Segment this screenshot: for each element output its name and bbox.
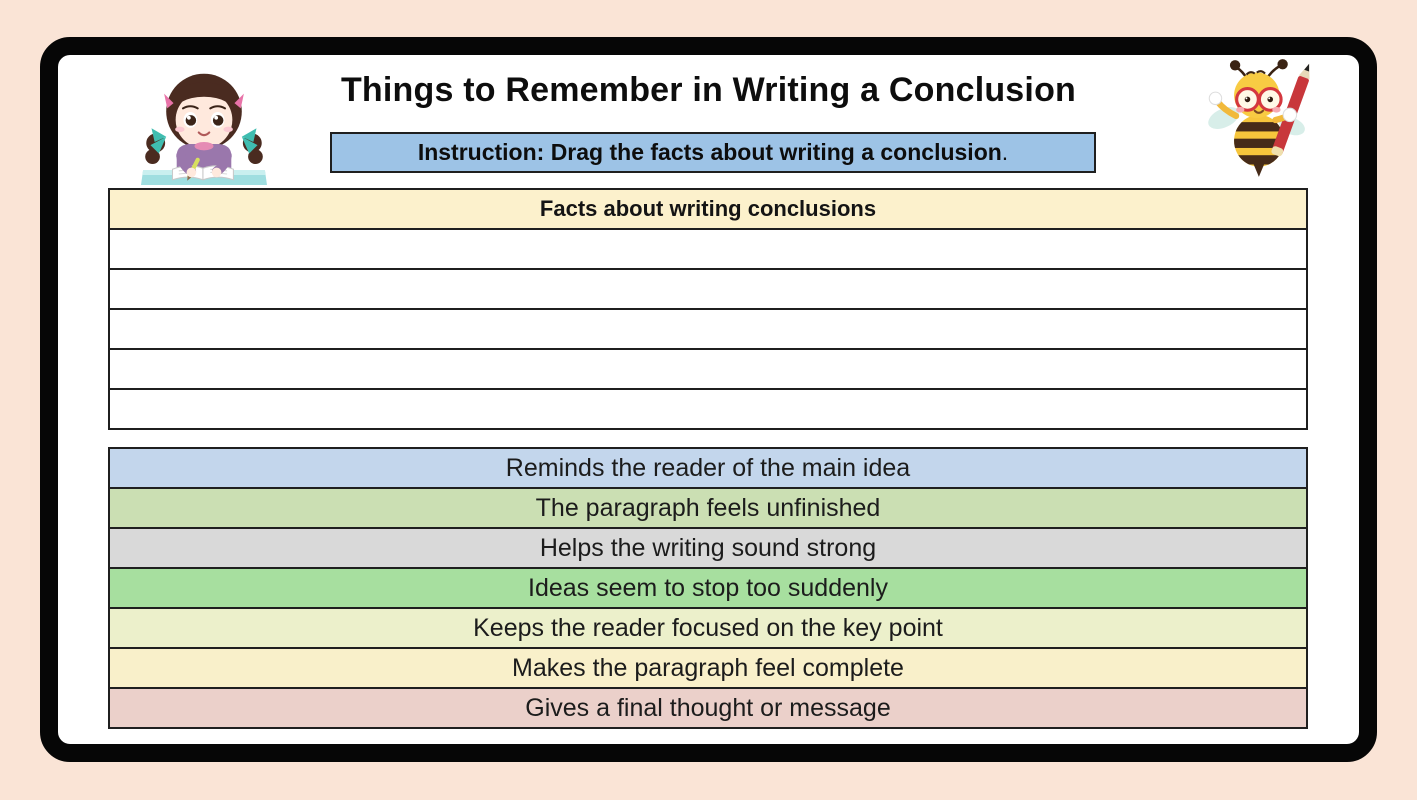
- draggable-fact[interactable]: The paragraph feels unfinished: [108, 487, 1308, 529]
- draggable-fact[interactable]: Ideas seem to stop too suddenly: [108, 567, 1308, 609]
- draggable-fact[interactable]: Keeps the reader focused on the key point: [108, 607, 1308, 649]
- drop-slots: [110, 230, 1306, 428]
- drop-slot[interactable]: [110, 390, 1306, 428]
- draggable-fact[interactable]: Reminds the reader of the main idea: [108, 447, 1308, 489]
- instruction-period: .: [1001, 139, 1009, 165]
- instruction-text: Instruction: Drag the facts about writing a conclusion: [417, 139, 1002, 165]
- facts-drop-table: [108, 188, 1308, 430]
- facts-table-header: Facts about writing conclusions: [110, 190, 1306, 230]
- bee-with-pencil-icon: [1201, 55, 1325, 181]
- page-title: Things to Remember in Writing a Conclusion: [340, 71, 1077, 109]
- drop-slot[interactable]: [110, 310, 1306, 350]
- draggable-fact[interactable]: Makes the paragraph feel complete: [108, 647, 1308, 689]
- drop-slot[interactable]: [110, 350, 1306, 390]
- drop-slot[interactable]: [110, 270, 1306, 310]
- draggable-fact[interactable]: Helps the writing sound strong: [108, 527, 1308, 569]
- drop-slot[interactable]: [110, 230, 1306, 270]
- draggable-fact[interactable]: Gives a final thought or message: [108, 687, 1308, 729]
- worksheet-frame: [40, 37, 1377, 762]
- draggable-list: [108, 447, 1308, 729]
- instruction-banner: [330, 132, 1096, 173]
